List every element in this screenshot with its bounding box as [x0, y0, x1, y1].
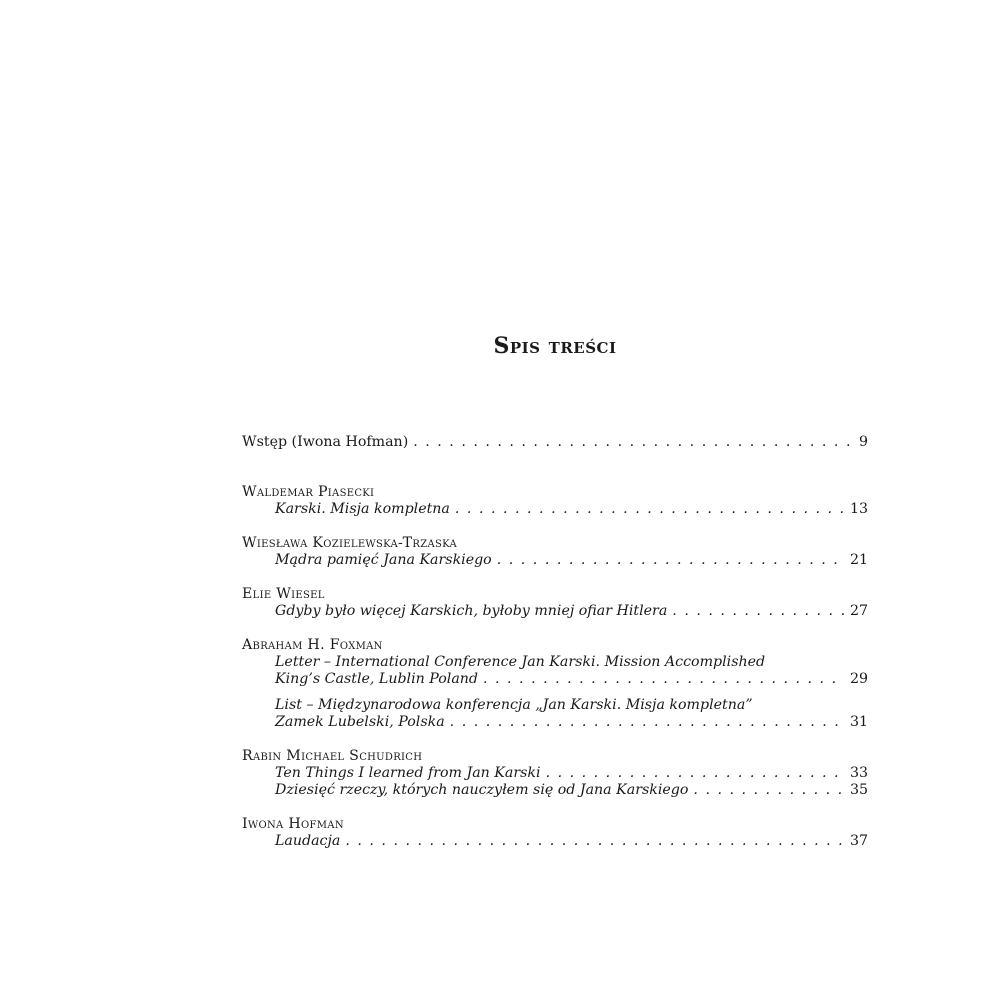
dot-leader [455, 501, 845, 518]
toc-work[interactable] [242, 782, 868, 799]
toc-work-page: 21 [849, 552, 868, 568]
dot-leader [546, 765, 845, 782]
page-title: Spis treści [493, 333, 617, 359]
toc-author: Waldemar Piasecki [242, 484, 375, 500]
toc-intro[interactable] [242, 434, 868, 451]
toc-entry [242, 586, 868, 620]
toc-work[interactable] [242, 714, 868, 731]
toc-work[interactable] [242, 603, 868, 620]
toc-work-page: 35 [849, 782, 868, 798]
toc-author: Iwona Hofman [242, 816, 344, 832]
toc-entry [242, 816, 868, 850]
toc-author: Wiesława Kozielewska-Trzaska [242, 535, 458, 551]
table-of-contents [242, 434, 868, 850]
dot-leader [450, 714, 845, 731]
toc-work-title: Mądra pamięć Jana Karskiego [275, 552, 492, 568]
toc-work-title: Gdyby było więcej Karskich, byłoby mniej ofiar Hitlera [275, 603, 668, 619]
toc-work-title: Ten Things I learned from Jan Karski [275, 765, 541, 781]
toc-work-title: King’s Castle, Lublin Poland [275, 671, 478, 687]
dot-leader [345, 833, 845, 850]
toc-work-page: 37 [849, 833, 868, 849]
toc-entry [242, 484, 868, 518]
toc-intro-label: Wstęp (Iwona Hofman) [242, 434, 409, 450]
toc-work[interactable] [242, 501, 868, 518]
toc-work-title-line[interactable]: Letter – International Conference Jan Karski. Mission Accomplished [275, 654, 766, 670]
dot-leader [497, 552, 845, 569]
toc-work-title: Laudacja [275, 833, 341, 849]
toc-work[interactable] [242, 552, 868, 569]
toc-work-page: 31 [849, 714, 868, 730]
toc-work-page: 27 [849, 603, 868, 619]
toc-entry [242, 637, 868, 731]
dot-leader [483, 671, 845, 688]
toc-author: Abraham H. Foxman [242, 637, 383, 653]
toc-author: Elie Wiesel [242, 586, 325, 602]
dot-leader [693, 782, 845, 799]
toc-work-title: Karski. Misja kompletna [275, 501, 450, 517]
toc-author: Rabin Michael Schudrich [242, 748, 423, 764]
toc-work-title: Dziesięć rzeczy, których nauczyłem się od Jana Karskiego [275, 782, 689, 798]
toc-intro-page: 9 [858, 434, 868, 450]
toc-entry [242, 535, 868, 569]
dot-leader [413, 434, 854, 451]
toc-work[interactable] [242, 833, 868, 850]
toc-work[interactable] [242, 765, 868, 782]
toc-work-title: Zamek Lubelski, Polska [275, 714, 445, 730]
toc-entry [242, 748, 868, 799]
toc-work-page: 33 [849, 765, 868, 781]
toc-work-title-line[interactable]: List – Międzynarodowa konferencja „Jan Karski. Misja kompletna” [275, 697, 753, 713]
toc-work[interactable] [242, 671, 868, 688]
toc-work-page: 29 [849, 671, 868, 687]
toc-work-page: 13 [849, 501, 868, 517]
dot-leader [672, 603, 845, 620]
